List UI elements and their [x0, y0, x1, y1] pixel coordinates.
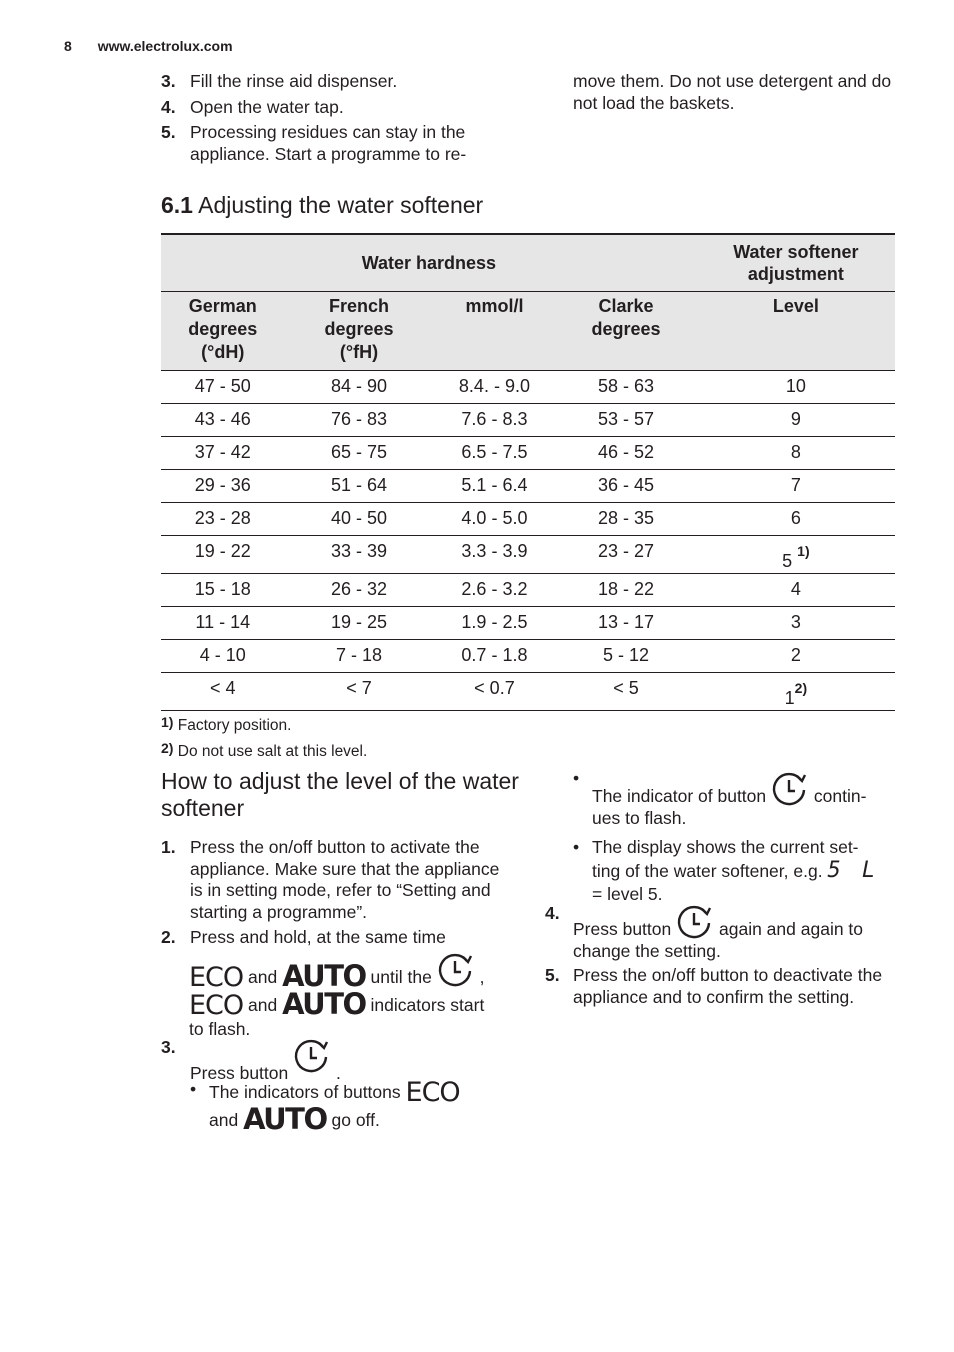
table-cell: 7.6 - 8.3	[434, 403, 556, 436]
table-cell: 8	[697, 436, 895, 469]
col-level: Level	[697, 291, 895, 370]
eco-icon: ECO	[189, 990, 244, 1021]
table-cell: 15 - 18	[161, 573, 285, 606]
header-softener-adjustment: Water softener adjustment	[697, 234, 895, 291]
table-cell: 40 - 50	[285, 502, 434, 535]
table-cell: 26 - 32	[285, 573, 434, 606]
table-cell: 28 - 35	[555, 502, 696, 535]
table-cell: 0.7 - 1.8	[434, 639, 556, 672]
table-cell: < 7	[285, 672, 434, 710]
col-french: French degrees (°fH)	[285, 291, 434, 370]
table-cell: 3	[697, 606, 895, 639]
timer-icon	[771, 772, 809, 808]
table-cell: 19 - 22	[161, 535, 285, 573]
col-german: German degrees (°dH)	[161, 291, 285, 370]
step-5: 5. Press the on/off button to deactivate the appliance and to confirm the setting.	[545, 965, 883, 1007]
table-column-header	[161, 291, 895, 370]
table-cell: < 0.7	[434, 672, 556, 710]
table-cell: 1.9 - 2.5	[434, 606, 556, 639]
footnote-ref: 1)	[797, 542, 810, 559]
col-mmol: mmol/l	[434, 291, 556, 370]
table-cell: 58 - 63	[555, 370, 696, 403]
col-clarke: Clarke degrees	[555, 291, 696, 370]
howto-right-column	[573, 768, 893, 906]
list-item: 4. Open the water tap.	[161, 96, 344, 117]
table-cell: 11 - 14	[161, 606, 285, 639]
step-1: 1. Press the on/off button to activate the appliance. Make sure that the appliance is in setting mode, refer to “Setting and starting a programme”.	[161, 837, 500, 922]
step-2-icons: ECO and AUTO until the , ECO and AUTO indicators start to flash.	[189, 953, 509, 1040]
table-cell: 4	[697, 573, 895, 606]
table-cell: 5 - 12	[555, 639, 696, 672]
table-group-header	[161, 234, 895, 291]
table-cell: < 5	[555, 672, 696, 710]
table-cell: 3.3 - 3.9	[434, 535, 556, 573]
bullet-indicator-flash: • The indicator of button contin- ues to flash.	[573, 768, 867, 828]
step-2: 2. Press and hold, at the same time	[161, 927, 446, 947]
page-number: 8	[64, 38, 72, 54]
table-cell: 5.1 - 6.4	[434, 469, 556, 502]
footnote-2: $^{2)}$ Do not use salt at this level.	[161, 740, 368, 760]
footnote-1: $^{1)}$ Factory position.	[161, 714, 292, 734]
table-cell: 23 - 27	[555, 535, 696, 573]
section-title: 6.1 Adjusting the water softener	[161, 192, 484, 218]
table-cell: 6	[697, 502, 895, 535]
table-cell: 65 - 75	[285, 436, 434, 469]
timer-icon	[437, 953, 475, 989]
list-item: 5. Processing residues can stay in the appliance. Start a programme to re-	[161, 122, 467, 164]
table-cell: 76 - 83	[285, 403, 434, 436]
table-cell: 53 - 57	[555, 403, 696, 436]
table-cell: 13 - 17	[555, 606, 696, 639]
auto-icon: AUTO	[282, 959, 366, 993]
howto-title: How to adjust the level of the water softener	[161, 768, 519, 821]
table-cell: 6.5 - 7.5	[434, 436, 556, 469]
seven-segment-display: 5 L	[827, 857, 880, 883]
table-cell: 5 $^{1)}$	[697, 535, 895, 573]
list-item: 3. Fill the rinse aid dispenser.	[161, 71, 398, 91]
step-4: 4. Press button again and again to change the setting.	[545, 903, 864, 961]
howto-steps-left	[161, 837, 511, 949]
page-header	[64, 38, 233, 54]
site-url: www.electrolux.com	[97, 38, 233, 54]
table-cell: 33 - 39	[285, 535, 434, 573]
table-cell: 47 - 50	[161, 370, 285, 403]
table-cell: 37 - 42	[161, 436, 285, 469]
table-cell: 46 - 52	[555, 436, 696, 469]
table-cell: < 4	[161, 672, 285, 710]
table-cell: 84 - 90	[285, 370, 434, 403]
table-cell: 2.6 - 3.2	[434, 573, 556, 606]
table-cell: 19 - 25	[285, 606, 434, 639]
timer-icon	[293, 1039, 331, 1075]
table-cell: 36 - 45	[555, 469, 696, 502]
auto-icon: AUTO	[282, 987, 366, 1021]
table-cell: 7 - 18	[285, 639, 434, 672]
table-cell: 4.0 - 5.0	[434, 502, 556, 535]
table-cell: 18 - 22	[555, 573, 696, 606]
intro-continuation: move them. Do not use detergent and do not load the baskets.	[573, 71, 892, 113]
eco-icon: ECO	[405, 1077, 460, 1108]
eco-icon: ECO	[189, 962, 244, 993]
table-cell: 23 - 28	[161, 502, 285, 535]
table-cell: 1$^{2)}$	[697, 672, 895, 710]
bullet-display-level: • The display shows the current set- ting of the water softener, e.g. 5 L = level 5.	[573, 836, 880, 904]
footnote-ref: 2)	[794, 679, 808, 696]
table-cell: 10	[697, 370, 895, 403]
timer-icon	[676, 905, 714, 941]
table-cell: 7	[697, 469, 895, 502]
water-hardness-table	[161, 233, 895, 711]
table-cell: 8.4. - 9.0	[434, 370, 556, 403]
table-cell: 51 - 64	[285, 469, 434, 502]
header-water-hardness: Water hardness	[161, 234, 697, 291]
table-cell: 9	[697, 403, 895, 436]
intro-steps	[161, 71, 506, 169]
table-cell: 43 - 46	[161, 403, 285, 436]
auto-icon: AUTO	[243, 1102, 327, 1136]
table-cell: 29 - 36	[161, 469, 285, 502]
table-cell: 4 - 10	[161, 639, 285, 672]
table-cell: 2	[697, 639, 895, 672]
